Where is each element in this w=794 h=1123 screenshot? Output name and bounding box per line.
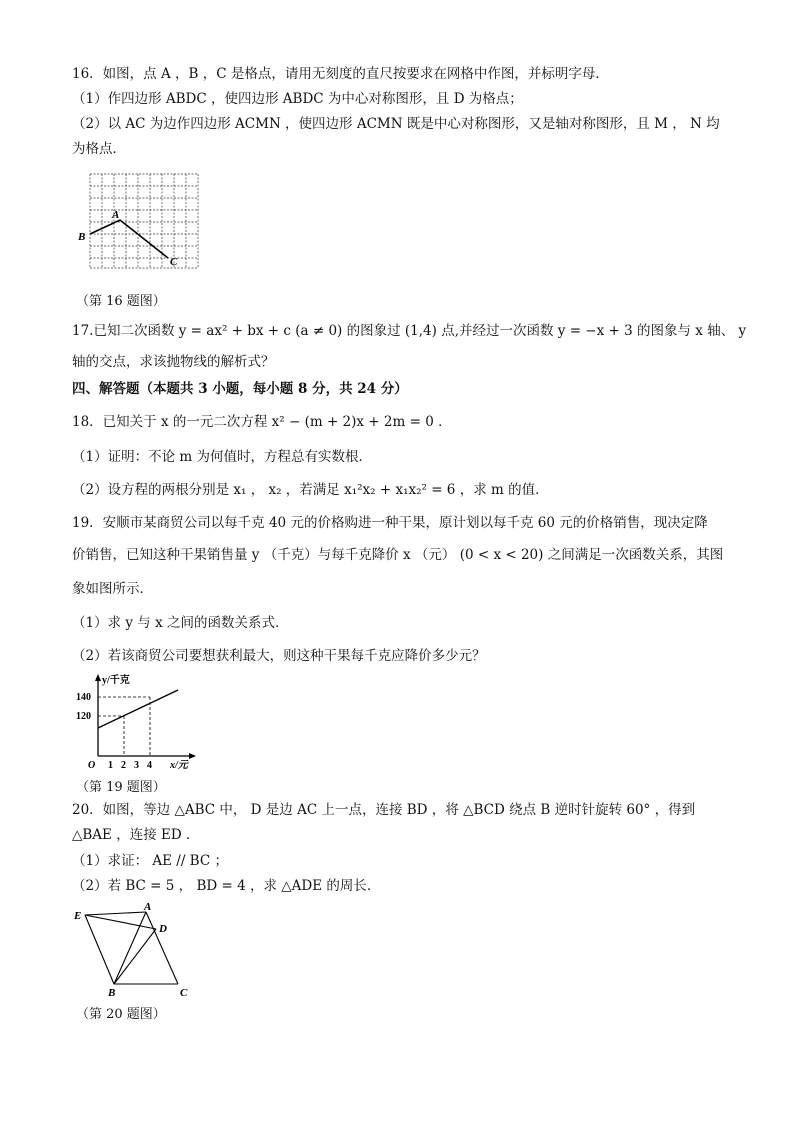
q20-label-e: E (74, 910, 82, 922)
q19-line1: 19．安顺市某商贸公司以每千克 40 元的价格购进一种干果，原计划以每千克 60 元的价格销售，现决定降 (72, 515, 708, 531)
q19-graph (74, 672, 204, 772)
q16-stem: 16．如图，点 A ，B ，C 是格点，请用无刻度的直尺按要求在网格中作图，并标明字母． (72, 66, 609, 82)
q19-line2: 价销售，已知这种干果销售量 y （千克）与每千克降价 x （元） (0 < x < 20) 之间满足一次函数关系，其图 (72, 547, 724, 563)
section-heading: 四、解答题（本题共 3 小题，每小题 8 分，共 24 分） (72, 381, 408, 397)
q19-ytick-120: 120 (76, 711, 91, 722)
q19-ytick-140: 140 (76, 692, 91, 703)
q16-grid-figure (74, 168, 204, 274)
q20-figure (70, 902, 200, 998)
q16-grid (90, 174, 198, 268)
q16-part2: （2）以 AC 为边作四边形 ACMN ，使四边形 ACMN 既是中心对称图形，又是轴对称图形，且 M ， N 均 (72, 116, 720, 132)
q20-label-a: A (144, 902, 152, 913)
q18-part1: （1）证明：不论 m 为何值时，方程总有实数根． (72, 449, 372, 465)
q20-line1: 20．如图，等边 △ABC 中， D 是边 AC 上一点，连接 BD ，将 △BCD 绕点 B 逆时针旋转 60° ，得到 (72, 802, 696, 818)
q19-line3: 象如图所示． (72, 581, 153, 597)
q20-label-d: D (159, 923, 167, 935)
q19-y-arrow (95, 674, 101, 681)
q20-part1: （1）求证： AE // BC ； (72, 853, 228, 869)
q16-caption: （第 16 题图） (76, 294, 166, 309)
q19-part2: （2）若该商贸公司要想获利最大，则这种干果每千克应降价多少元？ (72, 648, 486, 664)
q16-label-b: B (78, 231, 86, 243)
q19-line (98, 690, 178, 728)
q19-xlabel: x/元 (170, 760, 188, 771)
q19-part1: （1）求 y 与 x 之间的函数关系式． (72, 615, 289, 631)
q19-x-arrow (189, 753, 196, 759)
q20-seg-ed (85, 915, 156, 929)
q19-ylabel: y/千克 (102, 675, 130, 686)
q16-part1: （1）作四边形 ABDC ，使四边形 ABDC 为中心对称图形，且 D 为格点； (72, 91, 523, 107)
q19-xtick-3: 3 (134, 760, 139, 771)
q19-xtick-2: 2 (121, 760, 126, 771)
q19-origin: O (88, 760, 96, 771)
q20-part2: （2）若 BC = 5 ， BD = 4 ，求 △ADE 的周长． (72, 878, 381, 894)
q16-part2-cont: 为格点． (72, 141, 126, 157)
q19-xtick-4: 4 (147, 760, 152, 771)
q20-label-b: B (108, 987, 116, 998)
q20-caption: （第 20 题图） (76, 1007, 166, 1022)
q20-label-c: C (180, 987, 188, 998)
q17-line2: 轴的交点，求该抛物线的解析式？ (72, 354, 275, 370)
q20-seg-ea (85, 912, 146, 915)
q18-part2: （2）设方程的两根分别是 x₁ ， x₂ ，若满足 x₁²x₂ + x₁x₂² = 6 ，求 m 的值． (72, 482, 549, 498)
q16-label-a: A (112, 209, 120, 221)
q19-xtick-1: 1 (108, 760, 113, 771)
q16-label-c: C (170, 256, 178, 268)
q20-seg-eb (85, 915, 114, 984)
q20-line2: △BAE ，连接 ED ． (72, 827, 200, 843)
q18-stem: 18．已知关于 x 的一元二次方程 x² − (m + 2)x + 2m = 0 ． (72, 414, 452, 430)
q19-caption: （第 19 题图） (76, 780, 166, 795)
q17-line1: 17.已知二次函数 y = ax² + bx + c (a ≠ 0) 的图象过 (1,4) 点,并经过一次函数 y = −x + 3 的图象与 x 轴、 y (72, 323, 747, 339)
